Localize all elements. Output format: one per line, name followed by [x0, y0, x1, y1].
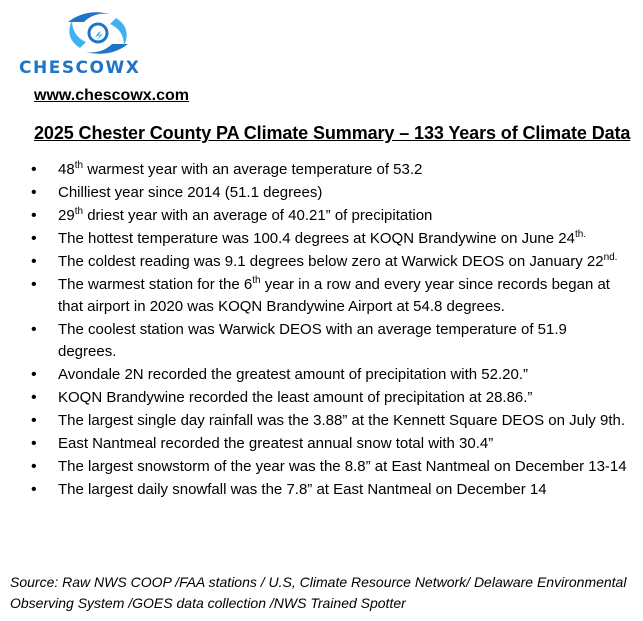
ordinal-suffix: th [252, 275, 261, 286]
fact-text-continued: warmest year with an average temperature of 53.2 [83, 161, 423, 178]
list-item [14, 410, 628, 432]
website-link[interactable]: www.chescowx.com [34, 87, 190, 104]
list-item [14, 433, 628, 455]
list-item [14, 319, 628, 363]
fact-text: The largest daily snowfall was the 7.8” at East Nantmeal on December 14 [58, 481, 547, 498]
list-item [14, 364, 628, 386]
fact-text: The largest snowstorm of the year was the 8.8” at East Nantmeal on December 13-14 [58, 458, 627, 475]
ordinal-suffix: th. [574, 229, 587, 240]
fact-text: The coolest station was Warwick DEOS with an average temperature of 51.9 degrees. [58, 321, 567, 360]
list-item [14, 274, 628, 318]
fact-text: The coldest reading was 9.1 degrees below zero at Warwick DEOS on January 22 [58, 253, 604, 270]
list-item [14, 251, 628, 273]
list-item [14, 387, 628, 409]
chescowx-logo [14, 8, 184, 80]
logo-wordmark: CHESCOWX [19, 58, 141, 78]
fact-text-continued: driest year with an average of 40.21” of precipitation [83, 207, 433, 224]
list-item [14, 479, 628, 501]
list-item [14, 159, 628, 181]
fact-text: The hottest temperature was 100.4 degrees at KOQN Brandywine on June 24 [58, 230, 575, 247]
fact-text: 29 [58, 207, 75, 224]
fact-text: Avondale 2N recorded the greatest amount of precipitation with 52.20.” [58, 366, 529, 383]
source-note: Source: Raw NWS COOP /FAA stations / U.S, Climate Resource Network/ Delaware Environmental Observing System /GOES data collection /NWS Trained Spotter [10, 574, 627, 611]
page-title: 2025 Chester County PA Climate Summary – 133 Years of Climate Data [34, 123, 631, 143]
list-item [14, 228, 628, 250]
fact-text: The warmest station for the 6 [58, 276, 253, 293]
fact-text-continued: year in a row and every year since records began at that airport in 2020 was KOQN Brandywine Airport at 54.8 degrees. [58, 276, 610, 315]
list-item [14, 182, 628, 204]
ordinal-suffix: th [74, 206, 84, 217]
fact-text: East Nantmeal recorded the greatest annual snow total with 30.4” [58, 435, 494, 452]
fact-text: The largest single day rainfall was the 3.88” at the Kennett Square DEOS on July 9th. [58, 412, 625, 429]
ordinal-suffix: th [74, 160, 84, 171]
fact-text: 48 [58, 161, 75, 178]
list-item [14, 205, 628, 227]
fact-text: KOQN Brandywine recorded the least amount of precipitation at 28.86.” [58, 389, 533, 406]
fact-text: Chilliest year since 2014 (51.1 degrees) [58, 184, 323, 201]
list-item [14, 456, 628, 478]
climate-facts-list [14, 159, 628, 502]
ordinal-suffix: nd. [603, 252, 618, 263]
hurricane-swirl-icon [58, 8, 138, 58]
